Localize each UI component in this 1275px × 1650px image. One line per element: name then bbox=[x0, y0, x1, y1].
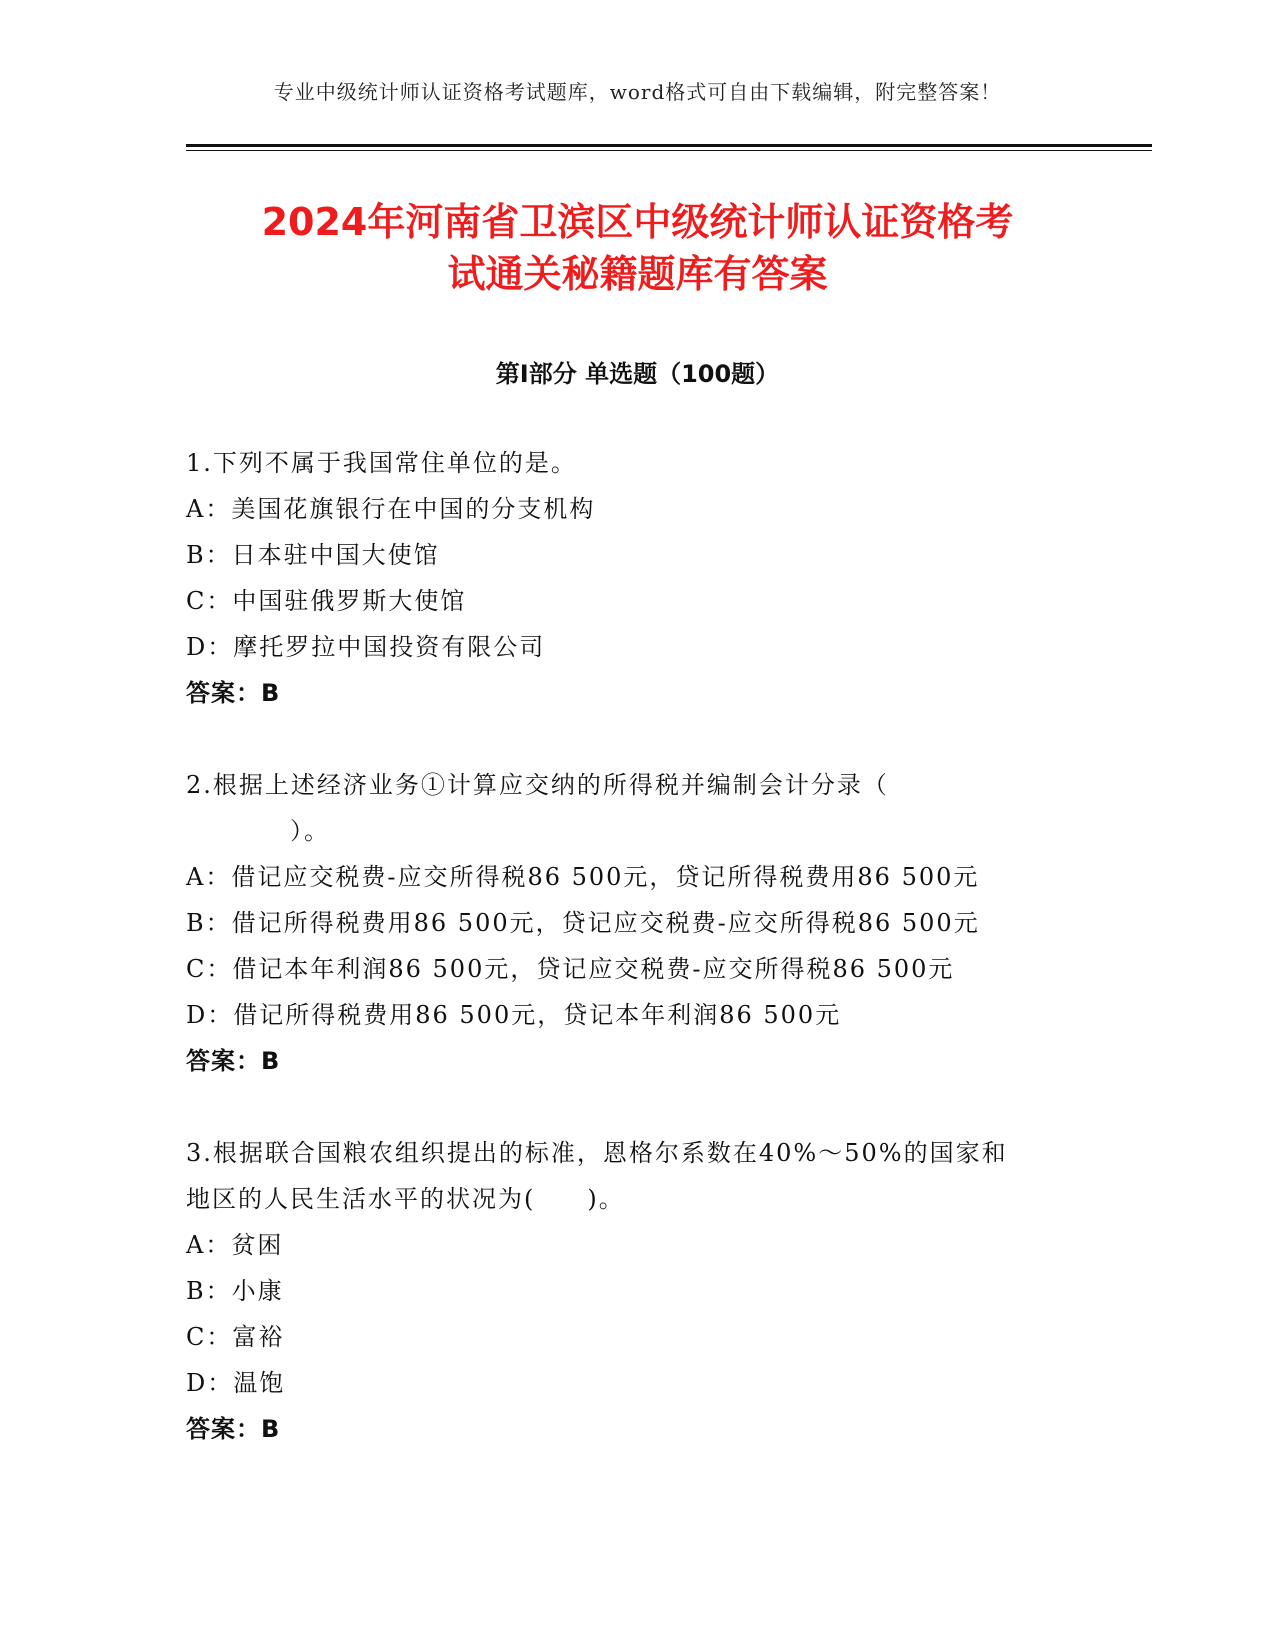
document-title bbox=[150, 196, 1125, 300]
question-2 bbox=[186, 762, 1086, 1084]
question-stem-line-1: 3.根据联合国粮农组织提出的标准，恩格尔系数在40%～50%的国家和 bbox=[186, 1139, 1008, 1167]
question-stem: 1.下列不属于我国常住单位的是。 bbox=[186, 449, 577, 477]
option-a: A：借记应交税费-应交所得税86 500元，贷记所得税费用86 500元 bbox=[186, 863, 980, 891]
document-title-line-2: 试通关秘籍题库有答案 bbox=[447, 252, 828, 296]
question-stem-line-2: ）。 bbox=[186, 817, 330, 845]
option-d: D：摩托罗拉中国投资有限公司 bbox=[186, 633, 546, 661]
option-c: C：中国驻俄罗斯大使馆 bbox=[186, 587, 467, 615]
document-title-line-1: 2024年河南省卫滨区中级统计师认证资格考 bbox=[261, 200, 1014, 244]
question-stem-line-2: 地区的人民生活水平的状况为( )。 bbox=[186, 1185, 625, 1213]
option-b: B：小康 bbox=[186, 1277, 284, 1305]
option-d: D：借记所得税费用86 500元，贷记本年利润86 500元 bbox=[186, 1001, 842, 1029]
option-b: B：借记所得税费用86 500元，贷记应交税费-应交所得税86 500元 bbox=[186, 909, 980, 937]
answer: 答案：B bbox=[186, 679, 281, 707]
question-stem-line-1: 2.根据上述经济业务①计算应交纳的所得税并编制会计分录（ bbox=[186, 771, 889, 799]
page-header-text: 专业中级统计师认证资格考试题库，word格式可自由下载编辑，附完整答案！ bbox=[273, 80, 1002, 104]
option-c: C：富裕 bbox=[186, 1323, 285, 1351]
question-3 bbox=[186, 1130, 1086, 1452]
option-b: B：日本驻中国大使馆 bbox=[186, 541, 440, 569]
header-rule-thick bbox=[186, 144, 1152, 147]
option-a: A：贫困 bbox=[186, 1231, 284, 1259]
section-title: 第Ⅰ部分 单选题（100题） bbox=[495, 360, 780, 388]
option-d: D：温饱 bbox=[186, 1369, 286, 1397]
header-rule-thin bbox=[186, 150, 1152, 151]
option-a: A：美国花旗银行在中国的分支机构 bbox=[186, 495, 596, 523]
answer: 答案：B bbox=[186, 1047, 281, 1075]
answer: 答案：B bbox=[186, 1415, 281, 1443]
option-c: C：借记本年利润86 500元，贷记应交税费-应交所得税86 500元 bbox=[186, 955, 955, 983]
question-1 bbox=[186, 440, 1086, 716]
